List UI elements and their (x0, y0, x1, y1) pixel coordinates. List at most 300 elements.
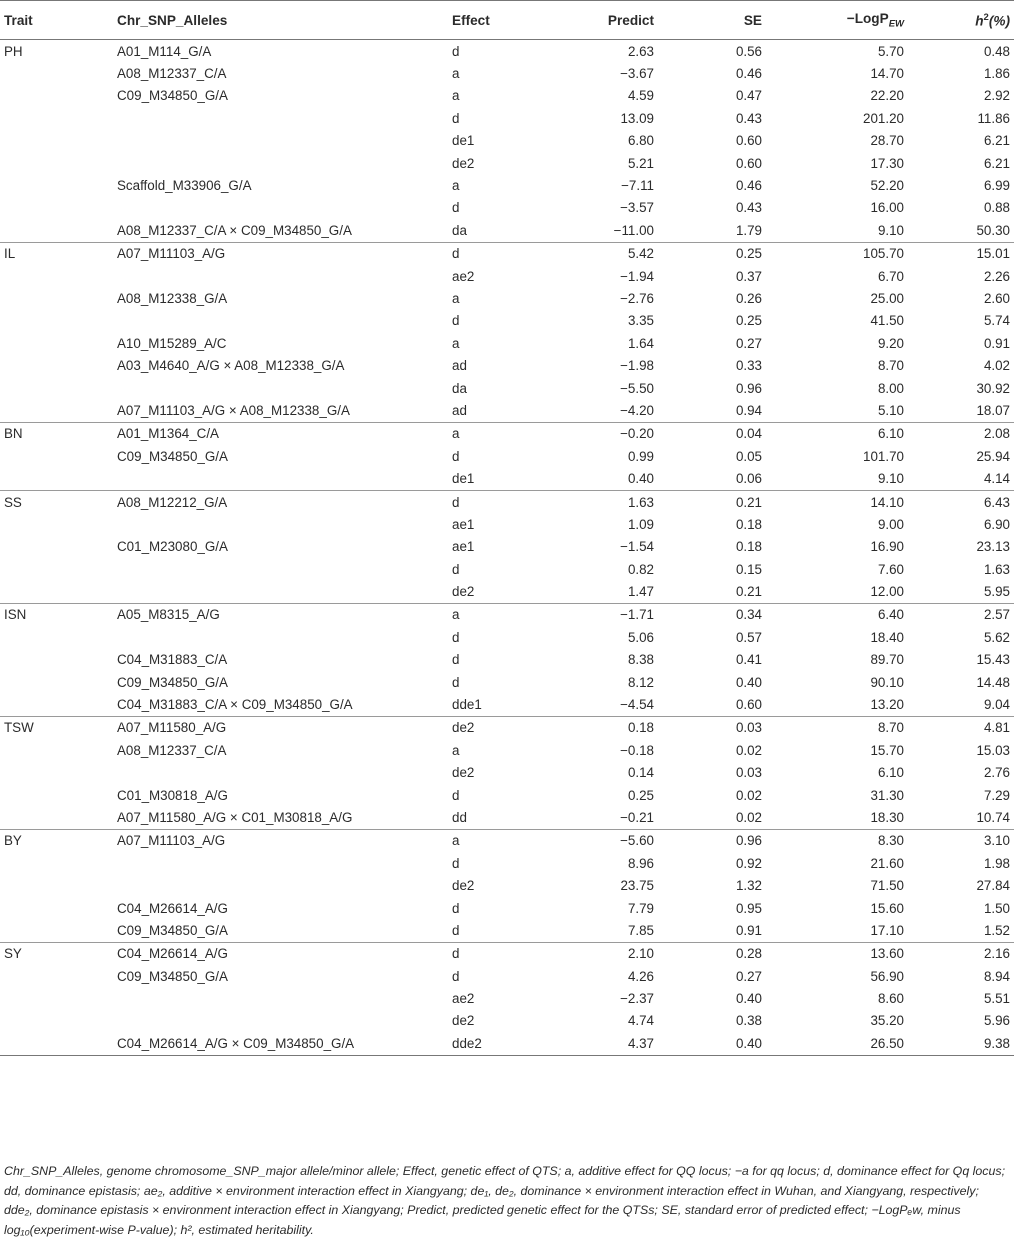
effect-cell: ae1 (452, 539, 475, 555)
trait-cell: BY (4, 833, 22, 849)
logp-cell: 22.20 (870, 88, 904, 104)
logp-cell: 16.90 (870, 539, 904, 555)
predict-cell: 0.82 (627, 561, 654, 577)
table-row (0, 919, 1014, 942)
chr-snp-cell (113, 1010, 448, 1032)
logp-cell: 9.00 (877, 516, 904, 532)
chr-snp-cell: C01_M23080_G/A (117, 539, 228, 555)
header-logp-sub: EW (888, 18, 904, 30)
table-row (0, 467, 1014, 490)
effect-cell: dde1 (448, 693, 528, 716)
predict-cell: −1.71 (620, 607, 654, 623)
effect-cell: dd (448, 806, 528, 829)
effect-cell: ae2 (452, 268, 475, 284)
effect-cell: a (452, 607, 460, 623)
predict-cell: −2.76 (620, 290, 654, 306)
logp-cell: 6.10 (877, 426, 904, 442)
predict-cell: 5.21 (627, 155, 654, 171)
effect-cell: a (452, 742, 460, 758)
predict-cell: 7.85 (528, 919, 658, 942)
table-row (0, 377, 1014, 399)
table-row (0, 784, 1014, 806)
logp-cell: 6.10 (877, 765, 904, 781)
predict-cell: 0.18 (627, 720, 654, 736)
effect-cell: d (452, 787, 460, 803)
logp-cell: 9.10 (766, 467, 908, 490)
effect-cell: ad (448, 399, 528, 422)
h2-cell: 4.02 (983, 358, 1010, 374)
chr-snp-cell (113, 626, 448, 648)
se-cell: 0.60 (658, 693, 766, 716)
se-cell: 0.41 (735, 652, 762, 668)
h2-cell: 6.99 (983, 178, 1010, 194)
logp-cell: 17.30 (870, 155, 904, 171)
se-cell: 0.43 (735, 200, 762, 216)
chr-snp-cell (113, 265, 448, 287)
logp-cell: 14.10 (870, 494, 904, 510)
logp-cell: 21.60 (870, 855, 904, 871)
logp-cell: 18.30 (766, 806, 908, 829)
trait-cell: TSW (4, 720, 34, 736)
predict-cell: −1.98 (620, 358, 654, 374)
table-row (0, 829, 1014, 852)
predict-cell: −2.37 (620, 991, 654, 1007)
se-cell: 0.37 (735, 268, 762, 284)
se-cell: 0.03 (735, 765, 762, 781)
table-row (0, 987, 1014, 1009)
logp-cell: 5.10 (766, 399, 908, 422)
trait-cell (0, 852, 113, 874)
se-cell: 0.92 (735, 855, 762, 871)
trait-cell (0, 85, 113, 107)
header-row (0, 1, 1014, 40)
chr-snp-cell: Scaffold_M33906_G/A (117, 178, 252, 194)
logp-cell: 25.00 (870, 290, 904, 306)
trait-cell (0, 445, 113, 467)
logp-cell: 16.00 (870, 200, 904, 216)
logp-cell: 9.10 (766, 219, 908, 242)
chr-snp-cell: A07_M11103_A/G × A08_M12338_G/A (113, 399, 448, 422)
header-chr-snp-alleles: Chr_SNP_Alleles (113, 1, 448, 40)
chr-snp-cell: A07_M11580_A/G (117, 720, 227, 736)
chr-snp-cell: A08_M12212_G/A (117, 494, 228, 510)
chr-snp-cell (113, 107, 448, 129)
chr-snp-cell: A08_M12337_C/A (117, 742, 227, 758)
effect-cell: de2 (452, 720, 475, 736)
predict-cell: 4.59 (627, 88, 654, 104)
h2-cell: 1.52 (908, 919, 1014, 942)
se-cell: 0.27 (735, 335, 762, 351)
predict-cell: 4.37 (528, 1032, 658, 1055)
chr-snp-cell (113, 987, 448, 1009)
logp-cell: 52.20 (870, 178, 904, 194)
logp-cell: 14.70 (870, 66, 904, 82)
se-cell: 1.79 (658, 219, 766, 242)
se-cell: 0.40 (735, 674, 762, 690)
chr-snp-cell: A07_M11580_A/G × C01_M30818_A/G (113, 806, 448, 829)
table-row (0, 874, 1014, 896)
se-cell: 0.21 (735, 494, 762, 510)
chr-snp-cell (113, 558, 448, 580)
predict-cell: 1.63 (627, 494, 654, 510)
effect-cell: d (452, 200, 460, 216)
predict-cell: 1.47 (528, 580, 658, 603)
chr-snp-cell: A01_M114_G/A (117, 43, 212, 59)
effect-cell: d (452, 561, 460, 577)
header-trait: Trait (0, 1, 113, 40)
predict-cell: 6.80 (627, 133, 654, 149)
table-row (0, 603, 1014, 626)
se-cell: 0.18 (735, 516, 762, 532)
effect-cell: de2 (452, 155, 475, 171)
trait-cell (0, 649, 113, 671)
predict-cell: −4.54 (528, 693, 658, 716)
predict-cell: −5.50 (620, 380, 654, 396)
logp-cell: 18.40 (870, 629, 904, 645)
table-row (0, 152, 1014, 174)
logp-cell: 17.10 (766, 919, 908, 942)
trait-cell (0, 399, 113, 422)
effect-cell: a (452, 290, 460, 306)
table-row (0, 354, 1014, 376)
effect-cell: d (452, 43, 460, 59)
h2-cell: 14.48 (976, 674, 1010, 690)
se-cell: 0.02 (658, 806, 766, 829)
table-row (0, 852, 1014, 874)
effect-cell: a (452, 426, 460, 442)
table-row (0, 130, 1014, 152)
table-row (0, 107, 1014, 129)
effect-cell: a (452, 178, 460, 194)
se-cell: 0.25 (735, 246, 762, 262)
effect-cell: d (452, 313, 460, 329)
predict-cell: −0.20 (620, 426, 654, 442)
effect-cell: de2 (448, 580, 528, 603)
se-cell: 1.32 (735, 878, 762, 894)
se-cell: 0.04 (735, 426, 762, 442)
chr-snp-cell: C09_M34850_G/A (117, 674, 228, 690)
trait-cell (0, 377, 113, 399)
predict-cell: −7.11 (621, 178, 654, 194)
trait-cell (0, 762, 113, 784)
table-row (0, 242, 1014, 265)
se-cell: 0.02 (735, 787, 762, 803)
chr-snp-cell (113, 130, 448, 152)
predict-cell: 8.38 (627, 652, 654, 668)
table-row (0, 513, 1014, 535)
table-row (0, 739, 1014, 761)
table-row (0, 693, 1014, 716)
trait-cell (0, 62, 113, 84)
predict-cell: 5.42 (627, 246, 654, 262)
table-body (0, 40, 1014, 1056)
table-row (0, 965, 1014, 987)
logp-cell: 71.50 (870, 878, 904, 894)
table-row (0, 287, 1014, 309)
table-row (0, 332, 1014, 354)
trait-cell (0, 354, 113, 376)
h2-cell: 2.16 (983, 946, 1010, 962)
logp-cell: 35.20 (870, 1013, 904, 1029)
predict-cell: 8.96 (627, 855, 654, 871)
logp-cell: 89.70 (870, 652, 904, 668)
h2-cell: 5.96 (983, 1013, 1010, 1029)
h2-cell: 4.14 (908, 467, 1014, 490)
se-cell: 0.05 (735, 448, 762, 464)
effect-cell: d (452, 652, 460, 668)
predict-cell: 4.26 (627, 968, 654, 984)
header-h2-base: h (975, 13, 984, 29)
chr-snp-cell: A07_M11103_A/G (117, 833, 226, 849)
se-cell: 0.91 (658, 919, 766, 942)
h2-cell: 6.43 (983, 494, 1010, 510)
chr-snp-cell: C04_M26614_A/G (117, 946, 228, 962)
predict-cell: 0.99 (627, 448, 654, 464)
logp-cell: 8.60 (877, 991, 904, 1007)
trait-cell (0, 558, 113, 580)
logp-cell: 41.50 (870, 313, 904, 329)
h2-cell: 5.95 (908, 580, 1014, 603)
chr-snp-cell: A08_M12337_C/A × C09_M34850_G/A (113, 219, 448, 242)
table-row (0, 897, 1014, 919)
trait-cell (0, 310, 113, 332)
logp-cell: 8.00 (877, 380, 904, 396)
table-row (0, 716, 1014, 739)
h2-cell: 50.30 (908, 219, 1014, 242)
table-row (0, 265, 1014, 287)
se-cell: 0.33 (735, 358, 762, 374)
h2-cell: 6.90 (983, 516, 1010, 532)
chr-snp-cell: A08_M12338_G/A (117, 290, 228, 306)
trait-cell (0, 467, 113, 490)
table-row (0, 399, 1014, 422)
predict-cell: −1.94 (620, 268, 654, 284)
h2-cell: 15.43 (976, 652, 1010, 668)
h2-cell: 1.98 (983, 855, 1010, 871)
predict-cell: 0.40 (528, 467, 658, 490)
h2-cell: 15.01 (976, 246, 1010, 262)
h2-cell: 2.26 (983, 268, 1010, 284)
se-cell: 0.02 (735, 742, 762, 758)
logp-cell: 6.70 (877, 268, 904, 284)
effect-cell: d (452, 900, 460, 916)
table-row (0, 558, 1014, 580)
se-cell: 0.43 (735, 110, 762, 126)
chr-snp-cell (113, 152, 448, 174)
chr-snp-cell (113, 513, 448, 535)
chr-snp-cell: C09_M34850_G/A (113, 919, 448, 942)
effect-cell: ad (452, 358, 467, 374)
effect-cell: de1 (452, 133, 475, 149)
header-logp-text: −LogP (846, 10, 889, 26)
predict-cell: 1.64 (627, 335, 654, 351)
trait-cell (0, 874, 113, 896)
trait-cell (0, 197, 113, 219)
effect-cell: d (452, 448, 460, 464)
se-cell: 0.57 (735, 629, 762, 645)
table-row (0, 445, 1014, 467)
table-row (0, 580, 1014, 603)
logp-cell: 5.70 (877, 43, 904, 59)
h2-cell: 1.63 (983, 561, 1010, 577)
trait-cell (0, 1010, 113, 1032)
chr-snp-cell: A07_M11103_A/G (117, 246, 226, 262)
trait-cell (0, 174, 113, 196)
predict-cell: 4.74 (627, 1013, 654, 1029)
chr-snp-cell: C04_M31883_C/A × C09_M34850_G/A (113, 693, 448, 716)
h2-cell: 1.86 (983, 66, 1010, 82)
chr-snp-cell: C04_M31883_C/A (117, 652, 228, 668)
se-cell: 0.03 (735, 720, 762, 736)
trait-cell (0, 287, 113, 309)
effect-cell: dde2 (448, 1032, 528, 1055)
predict-cell: 8.12 (627, 674, 654, 690)
h2-cell: 2.57 (983, 607, 1010, 623)
h2-cell: 5.74 (983, 313, 1010, 329)
logp-cell: 15.70 (870, 742, 904, 758)
h2-cell: 2.76 (983, 765, 1010, 781)
trait-cell (0, 130, 113, 152)
h2-cell: 7.29 (983, 787, 1010, 803)
predict-cell: 13.09 (620, 110, 654, 126)
table-row (0, 649, 1014, 671)
logp-cell: 13.20 (766, 693, 908, 716)
h2-cell: 23.13 (976, 539, 1010, 555)
trait-cell (0, 919, 113, 942)
se-cell: 0.95 (735, 900, 762, 916)
chr-snp-cell (113, 377, 448, 399)
effect-cell: d (448, 919, 528, 942)
logp-cell: 15.60 (870, 900, 904, 916)
effect-cell: de2 (452, 1013, 475, 1029)
table-footnote: Chr_SNP_Alleles, genome chromosome_SNP_major allele/minor allele; Effect, genetic effect of QTS; a, additive effect for QQ locus; −a for qq locus; d, dominance effect for Qq locus; dd, dominance epistasis; ae₂, additive × environment interaction effect in Xiangyang; de₁, de₂, dominance × environment interaction effect in Wuhan, and Xiangyang, respectively; dde₂, dominance epistasis × environment interaction effect in Xiangyang; Predict, predicted genetic effect for the QTSs; SE, standard error of predicted effect; −LogPₑw, minus log₁₀(experiment-wise P-value); h², estimated heritability. (4, 1164, 1006, 1237)
table-row (0, 219, 1014, 242)
predict-cell: −11.00 (528, 219, 658, 242)
chr-snp-cell: A01_M1364_C/A (117, 426, 219, 442)
se-cell: 0.47 (735, 88, 762, 104)
h2-cell: 3.10 (983, 833, 1010, 849)
trait-cell: IL (4, 246, 16, 262)
h2-cell: 2.08 (983, 426, 1010, 442)
logp-cell: 9.20 (877, 335, 904, 351)
table-row (0, 197, 1014, 219)
trait-cell (0, 693, 113, 716)
trait-cell (0, 332, 113, 354)
effect-cell: da (452, 380, 467, 396)
table-row (0, 40, 1014, 63)
table-row (0, 1010, 1014, 1032)
effect-cell: d (452, 246, 460, 262)
trait-cell (0, 784, 113, 806)
chr-snp-cell (113, 580, 448, 603)
table-row (0, 942, 1014, 965)
h2-cell: 27.84 (976, 878, 1010, 894)
logp-cell: 13.60 (870, 946, 904, 962)
effect-cell: a (452, 335, 460, 351)
h2-cell: 5.62 (983, 629, 1010, 645)
effect-cell: d (452, 110, 460, 126)
table-row (0, 62, 1014, 84)
se-cell: 0.60 (735, 133, 762, 149)
predict-cell: −0.21 (528, 806, 658, 829)
effect-cell: d (452, 968, 460, 984)
header-h2 (908, 1, 1014, 40)
header-logp (766, 1, 908, 40)
trait-cell: SY (4, 946, 22, 962)
header-predict: Predict (528, 1, 658, 40)
chr-snp-cell (113, 467, 448, 490)
h2-cell: 2.60 (983, 290, 1010, 306)
logp-cell: 201.20 (863, 110, 904, 126)
trait-cell (0, 1032, 113, 1055)
effect-cell: ae1 (452, 516, 475, 532)
trait-cell (0, 580, 113, 603)
effect-cell: d (452, 629, 460, 645)
logp-cell: 8.30 (877, 833, 904, 849)
chr-snp-cell: A10_M15289_A/C (117, 335, 227, 351)
trait-cell (0, 219, 113, 242)
table-header (0, 1, 1014, 40)
effect-cell: de1 (448, 467, 528, 490)
h2-cell: 8.94 (983, 968, 1010, 984)
se-cell: 0.40 (658, 1032, 766, 1055)
se-cell: 0.40 (735, 991, 762, 1007)
logp-cell: 28.70 (870, 133, 904, 149)
chr-snp-cell (113, 874, 448, 896)
effect-cell: de2 (452, 878, 475, 894)
chr-snp-cell: A03_M4640_A/G × A08_M12338_G/A (117, 358, 345, 374)
h2-cell: 11.86 (977, 110, 1010, 126)
predict-cell: −0.18 (620, 742, 654, 758)
logp-cell: 101.70 (863, 448, 904, 464)
logp-cell: 56.90 (870, 968, 904, 984)
h2-cell: 9.04 (908, 693, 1014, 716)
logp-cell: 90.10 (870, 674, 904, 690)
trait-cell (0, 265, 113, 287)
h2-cell: 0.48 (983, 43, 1010, 59)
se-cell: 0.60 (735, 155, 762, 171)
trait-cell (0, 671, 113, 693)
table-row (0, 626, 1014, 648)
table-row (0, 490, 1014, 513)
trait-cell (0, 806, 113, 829)
chr-snp-cell: C04_M26614_A/G (117, 900, 228, 916)
predict-cell: 3.35 (627, 313, 654, 329)
se-cell: 0.94 (658, 399, 766, 422)
predict-cell: 2.63 (627, 43, 654, 59)
h2-cell: 1.50 (983, 900, 1010, 916)
table-row (0, 85, 1014, 107)
header-h2-suffix: (%) (988, 13, 1010, 29)
predict-cell: 7.79 (627, 900, 654, 916)
table-row (0, 422, 1014, 445)
chr-snp-cell (113, 762, 448, 784)
predict-cell: −1.54 (620, 539, 654, 555)
trait-cell (0, 152, 113, 174)
table-row (0, 806, 1014, 829)
se-cell: 0.38 (735, 1013, 762, 1029)
trait-cell: BN (4, 426, 23, 442)
logp-cell: 7.60 (877, 561, 904, 577)
chr-snp-cell (113, 310, 448, 332)
h2-cell: 0.88 (983, 200, 1010, 216)
table-row (0, 762, 1014, 784)
chr-snp-cell: C04_M26614_A/G × C09_M34850_G/A (113, 1032, 448, 1055)
logp-cell: 6.40 (877, 607, 904, 623)
trait-cell (0, 965, 113, 987)
chr-snp-cell (113, 197, 448, 219)
effect-cell: a (452, 66, 460, 82)
